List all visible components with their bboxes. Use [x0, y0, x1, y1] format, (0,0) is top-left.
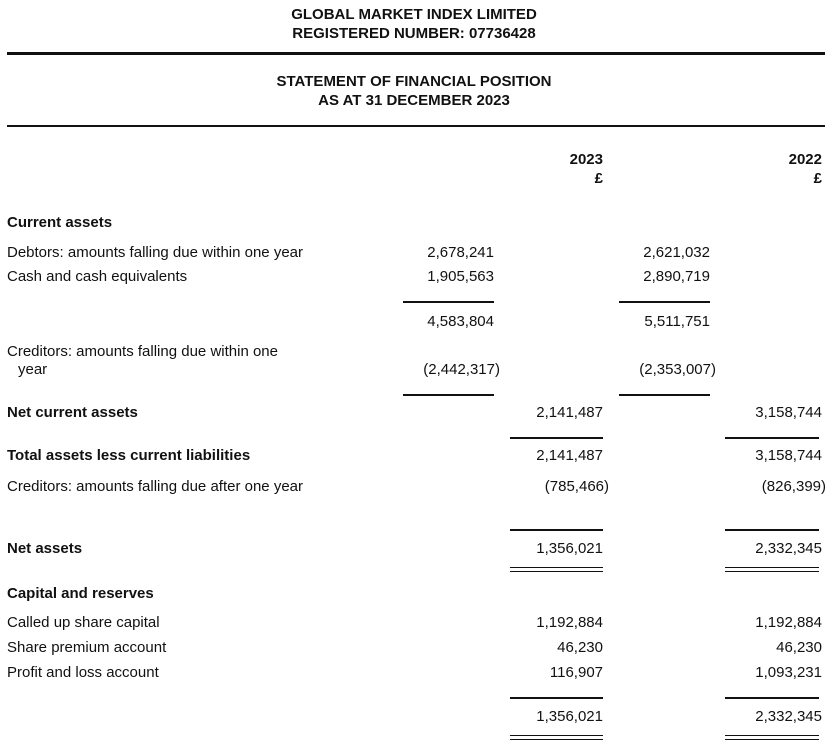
cash-2022: 2,890,719 [643, 268, 710, 285]
registered-number: REGISTERED NUMBER: 07736428 [292, 25, 536, 42]
company-name: GLOBAL MARKET INDEX LIMITED [291, 6, 537, 23]
share-premium-2023: 46,230 [557, 639, 603, 656]
net-current-assets-label: Net current assets [7, 404, 138, 421]
header-divider [7, 52, 825, 55]
creditors-within-label-line1: Creditors: amounts falling due within one [7, 343, 278, 360]
statement-title: STATEMENT OF FINANCIAL POSITION [276, 73, 552, 90]
creditors-within-rule-2023 [403, 394, 494, 396]
debtors-label: Debtors: amounts falling due within one year [7, 244, 304, 261]
subtotal-rule-2023 [403, 301, 494, 303]
subtotal-rule-2022 [619, 301, 710, 303]
column-currency-2023: £ [594, 170, 603, 187]
capital-total-top-rule-2022 [725, 697, 819, 699]
net-assets-double-rule-2023 [510, 567, 603, 572]
profit-loss-label: Profit and loss account [7, 664, 159, 681]
creditors-within-rule-2022 [619, 394, 710, 396]
profit-loss-2022: 1,093,231 [755, 664, 822, 681]
capital-total-double-rule-2023 [510, 735, 603, 740]
net-current-rule-2023 [510, 437, 603, 439]
capital-total-2023: 1,356,021 [536, 708, 603, 725]
net-current-assets-2022: 3,158,744 [755, 404, 822, 421]
current-assets-subtotal-2023: 4,583,804 [427, 313, 494, 330]
share-capital-2023: 1,192,884 [536, 614, 603, 631]
net-current-assets-2023: 2,141,487 [536, 404, 603, 421]
net-assets-label: Net assets [7, 540, 83, 557]
column-currency-2022: £ [813, 170, 822, 187]
debtors-2023: 2,678,241 [427, 244, 494, 261]
net-current-rule-2022 [725, 437, 819, 439]
capital-total-top-rule-2023 [510, 697, 603, 699]
creditors-after-2022: (826,399) [761, 478, 826, 495]
creditors-within-2022: (2,353,007) [639, 361, 716, 378]
current-assets-heading: Current assets [7, 214, 113, 231]
share-premium-2022: 46,230 [776, 639, 822, 656]
creditors-after-2023: (785,466) [544, 478, 609, 495]
column-year-2022: 2022 [788, 151, 822, 168]
share-premium-label: Share premium account [7, 639, 167, 656]
capital-total-double-rule-2022 [725, 735, 819, 740]
net-assets-top-rule-2022 [725, 529, 819, 531]
net-assets-2022: 2,332,345 [755, 540, 822, 557]
creditors-within-2023: (2,442,317) [423, 361, 500, 378]
net-assets-top-rule-2023 [510, 529, 603, 531]
net-assets-double-rule-2022 [725, 567, 819, 572]
column-year-2023: 2023 [569, 151, 603, 168]
statement-date: AS AT 31 DECEMBER 2023 [318, 92, 510, 109]
current-assets-subtotal-2022: 5,511,751 [644, 313, 710, 330]
cash-2023: 1,905,563 [427, 268, 494, 285]
share-capital-2022: 1,192,884 [755, 614, 822, 631]
cash-label: Cash and cash equivalents [7, 268, 188, 285]
debtors-2022: 2,621,032 [643, 244, 710, 261]
capital-reserves-heading: Capital and reserves [7, 585, 154, 602]
net-assets-2023: 1,356,021 [536, 540, 603, 557]
profit-loss-2023: 116,907 [549, 664, 603, 681]
share-capital-label: Called up share capital [7, 614, 160, 631]
total-assets-less-cl-2022: 3,158,744 [755, 447, 822, 464]
total-assets-less-cl-2023: 2,141,487 [536, 447, 603, 464]
creditors-within-label-line2: year [18, 361, 48, 378]
capital-total-2022: 2,332,345 [755, 708, 822, 725]
total-assets-less-cl-label: Total assets less current liabilities [7, 447, 251, 464]
creditors-after-label: Creditors: amounts falling due after one year [7, 478, 303, 495]
title-divider [7, 125, 825, 127]
